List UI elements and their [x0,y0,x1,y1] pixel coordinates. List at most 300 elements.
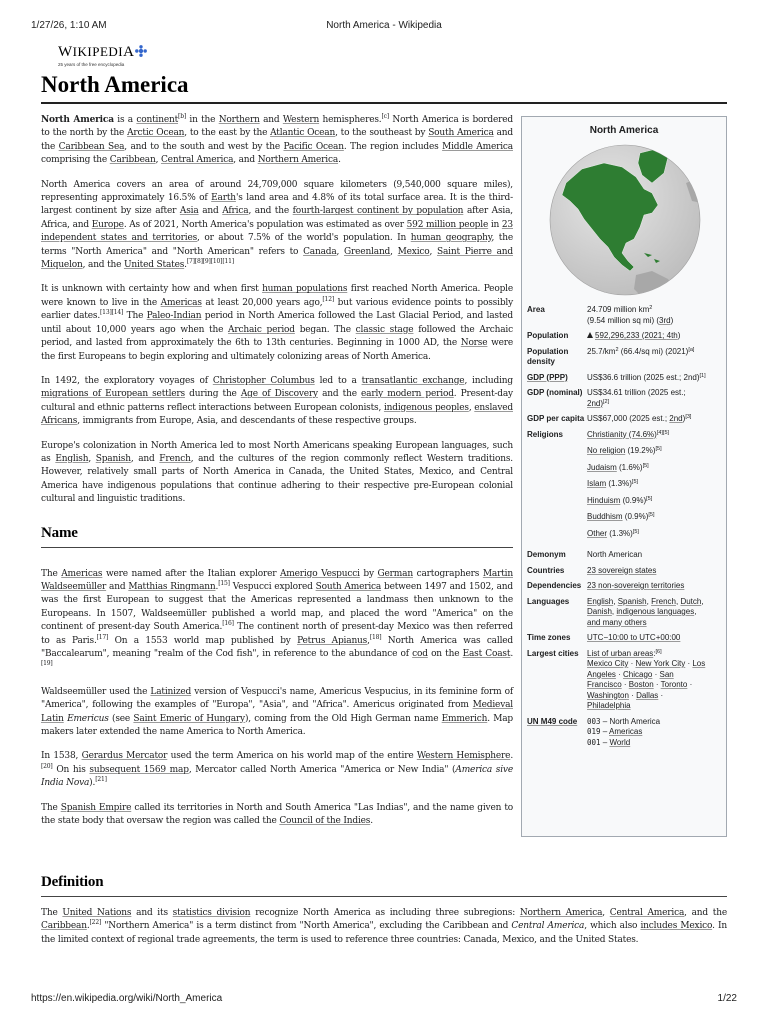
infobox [521,116,727,837]
wiki-link[interactable]: Matthias Ringmann [128,581,216,592]
text-run: · [615,669,624,679]
infobox-label[interactable]: GDP (PPP) [527,372,568,382]
infobox-value-line [587,373,722,384]
wiki-link[interactable]: Dallas [636,690,659,700]
wikipedia-tagline: 25 years of the free encyclopedia [58,62,125,67]
citation-ref[interactable]: [3] [685,414,692,420]
wikipedia-logo[interactable] [58,44,147,67]
wiki-link[interactable]: Paleo-Indian [146,311,202,322]
wiki-link[interactable]: indigenous peoples [383,402,469,413]
lead-paragraph [41,440,513,507]
infobox-row [522,566,726,577]
text-run: North America was called "Baccalearum", meaning "realm of the Cod fish", in reference to the abundance of [41,635,513,659]
wiki-link[interactable]: Norse [460,338,488,349]
text-run: called its territories in North and South America "Las Indias", and the name given to the state body that oversaw the region was called the [41,802,513,827]
lead-paragraph [41,179,513,273]
wiki-link[interactable]: Arctic Ocean [127,128,185,139]
wiki-link[interactable]: Middle America [442,141,513,152]
infobox-row [522,633,726,644]
wiki-link[interactable]: English [587,596,614,606]
wiki-link[interactable]: Northern America [257,155,339,166]
wiki-link[interactable]: 23 non-sovereign territories [587,581,685,590]
infobox-value-line [587,305,722,316]
wiki-link[interactable]: Boston [628,680,654,689]
wiki-link[interactable]: French [651,596,676,606]
puzzle-globe-icon [135,45,147,57]
wiki-link[interactable]: Africa [222,206,249,217]
infobox-value [587,633,722,644]
infobox-value-line [587,566,722,577]
infobox-label: Population [527,331,569,340]
text-run: – [600,727,609,736]
citation-ref[interactable]: [20] [41,762,53,770]
text-run: ) [670,315,674,325]
text-run: , [611,607,617,616]
citation-ref[interactable]: [18] [369,633,382,641]
wiki-link[interactable]: Greenland [344,246,391,257]
wiki-link[interactable]: enslaved Africans [41,402,513,427]
infobox-rows [522,305,726,753]
text-run: , [468,402,475,413]
infobox-value [587,388,722,409]
citation-ref[interactable]: [a] [688,346,695,353]
infobox-value-line [587,463,722,474]
citation-ref[interactable]: [21] [95,776,107,784]
infobox-value-line [587,331,722,342]
text-run: , [367,635,370,646]
wiki-link[interactable]: Caribbean Sea [58,141,125,152]
infobox-value-line [587,388,722,399]
text-run: ) [682,414,686,423]
wiki-link[interactable]: Martin Waldseemüller [41,568,513,592]
infobox-value-line [587,717,722,728]
wiki-link[interactable]: Washington [587,690,629,700]
wiki-link[interactable]: United States [123,260,185,271]
infobox-row [522,430,726,546]
text-run: , or about 7.5% of the world's population. In [197,233,411,244]
wiki-link[interactable]: 2nd) [587,398,604,408]
text-run: , which also [584,921,641,932]
text-run: hemispheres. [319,115,382,125]
citation-ref[interactable]: [5] [655,446,662,452]
wiki-link[interactable]: 592 million people [406,219,489,230]
wiki-link[interactable]: Buddhism [587,512,623,521]
infobox-value-line [587,633,722,644]
infobox-value [587,717,722,749]
print-url: https://en.wikipedia.org/wiki/North_America [31,993,223,1004]
wiki-link[interactable]: subsequent 1569 map [89,764,189,775]
name-paragraph [41,686,513,740]
infobox-value-line [587,680,722,691]
wiki-link[interactable]: Los [692,659,706,668]
wiki-link[interactable]: World [609,737,631,747]
wiki-link[interactable]: French [159,453,191,464]
code-text: 001 [587,737,601,747]
code-text: 019 [587,727,601,736]
wiki-link[interactable]: Christianity (74.6%) [587,429,657,439]
text-run: ). [89,778,96,789]
page-title: North America [41,72,189,97]
text-run: US$36.6 trillion (2025 est.; 2nd) [587,372,700,382]
wiki-link[interactable]: 3rd [659,315,671,325]
wiki-link[interactable]: early modern period [361,389,454,400]
infobox-value [587,430,722,546]
infobox-value-line [587,496,722,507]
infobox-row [522,331,726,342]
text-run: . [370,816,373,827]
infobox-value-line [587,701,722,712]
wiki-link[interactable]: Northern America [519,908,603,918]
wiki-link[interactable]: 2nd [669,414,683,423]
wiki-link[interactable]: Spanish [95,453,131,464]
text-run: , to the southeast by [335,128,429,139]
wiki-link[interactable]: Earth [211,193,236,204]
wiki-link[interactable]: and many others [587,617,647,627]
wiki-link[interactable]: Northern [218,115,260,125]
text-run: , and the cultures of the region commonly reflect Western traditions. However, relatively small parts of North America in Canada, the United States, Mexico, and Central America have indigenous populations that continue adhering to their respective pre-European colonial cultural and linguistic traditions. [41,453,513,505]
citation-ref[interactable]: [5] [648,512,655,518]
text-run: (1.6%) [616,462,643,472]
wiki-link[interactable]: English [55,453,89,464]
wiki-link[interactable]: Petrus Apianus [297,635,368,646]
wiki-link[interactable]: South America [428,128,494,139]
citation-ref[interactable]: [6] [655,648,662,655]
wiki-link[interactable]: statistics division [172,908,251,918]
infobox-value [587,305,722,326]
infobox-row [522,550,726,561]
wiki-link[interactable]: classic stage [355,324,414,335]
text-run: were named after the Italian explorer [102,568,280,579]
text-run: on the [427,649,463,659]
wiki-link[interactable]: Age of Discovery [240,389,318,400]
text-run: · [652,669,660,679]
definition-section [41,872,727,947]
text-run: , Mercator called North America "America or New India" ( [188,764,456,775]
wiki-link[interactable]: Council of the Indies [279,816,371,827]
italic-term: America sive India Nova [41,764,513,789]
text-run: and its [131,908,173,918]
italic-term: Emericus [67,713,109,724]
wiki-link[interactable]: Angeles [587,669,616,679]
wiki-link[interactable]: Central America [160,155,234,166]
citation-ref[interactable]: [19] [41,660,53,668]
lead-paragraph [41,375,513,429]
text-run: were the first Europeans to begin exploring and ultimately colonizing areas of North America. [41,338,514,362]
wiki-link[interactable]: Christopher Columbus [212,375,315,386]
text-run: It is unknown with certainty how and when first [41,284,263,295]
infobox-value [587,550,722,561]
text-run: : [653,648,656,658]
infobox-value-line [587,529,722,540]
text-run: ), coming from the Old High German name [244,713,442,724]
wiki-link[interactable]: 4th [666,331,678,340]
wiki-link[interactable]: Saint Pierre and Miquelon [41,246,513,271]
infobox-label[interactable]: UN M49 code [527,716,578,726]
wiki-link[interactable]: indigenous languages [616,607,695,616]
wiki-link[interactable]: Asia [179,206,199,217]
text-run: and the [41,128,513,152]
infobox-value-line [587,414,722,425]
text-run: Waldseemüller used the [41,686,151,697]
infobox-value-line [587,479,722,490]
wiki-link[interactable]: Western [282,115,320,125]
wiki-link[interactable]: United Nations [62,908,132,918]
wiki-link[interactable]: Other [587,528,608,538]
wiki-link[interactable]: Judaism [587,462,617,472]
wiki-link[interactable]: Hinduism [587,495,621,505]
wiki-link[interactable]: Saint Emeric of Hungary [133,713,245,724]
wiki-link[interactable]: fourth-largest continent by population [292,206,464,217]
text-run: The [41,568,62,579]
text-run: , to the east by the [184,128,271,139]
wiki-link[interactable]: German [377,568,413,579]
lead-paragraph [41,283,513,363]
text-run: · [658,690,664,700]
citation-ref[interactable]: [22] [89,919,102,927]
infobox-label: Religions [527,429,564,439]
infobox-label: Countries [527,565,565,575]
wiki-link[interactable]: Danish [587,607,612,616]
wiki-link[interactable]: Europe [91,219,124,230]
text-run: 24.709 million km [587,305,650,314]
citation-ref[interactable]: [16] [222,620,234,628]
text-run: (19.2%) [625,446,656,455]
wiki-link[interactable]: 23 sovereign states [587,565,657,575]
citation-ref[interactable]: [4][5] [656,429,670,436]
wiki-link[interactable]: Spanish [617,596,647,606]
wiki-link[interactable]: 592,296,233 (2021; [595,331,667,340]
orthographic-globe-map[interactable] [548,143,702,297]
text-run: . [510,649,513,659]
text-run: · [653,680,661,689]
wiki-link[interactable]: Archaic period [228,324,295,335]
text-run: (9.54 million sq mi) ( [587,315,660,325]
text-run: The [123,311,147,322]
text-run: US$67,000 (2025 est.; [587,414,670,423]
text-run: but various evidence points to possibly earlier dates. [41,297,514,322]
wiki-link[interactable]: Pacific Ocean [283,141,344,152]
wiki-link[interactable]: Canada [303,246,337,257]
lead-paragraph [41,114,513,168]
text-run: and [106,581,129,592]
infobox-value [587,649,722,712]
citation-ref[interactable]: 2 [615,346,619,353]
wiki-link[interactable]: San [659,669,674,679]
text-run: , and to the south and west by the [124,141,284,152]
print-window-title: North America - Wikipedia [326,20,442,31]
citation-ref[interactable]: [5] [632,528,639,535]
infobox-label: Time zones [527,633,571,642]
text-run: , [390,246,398,257]
infobox-row [522,597,726,629]
text-run: period in North America followed the Last Glacial Period, and lasted until about 10,000 years ago when the [41,311,513,335]
wiki-link[interactable]: human populations [262,284,348,295]
text-run: comprising the [41,155,110,166]
text-run: , [646,596,652,606]
wiki-link[interactable]: migrations of European settlers [41,389,185,400]
text-run: , and the [82,260,124,271]
text-run: ) [677,331,681,340]
text-run: , [613,596,618,606]
wiki-link[interactable]: Mexico City [587,659,629,668]
title-divider [41,102,727,104]
wiki-link[interactable]: includes Mexico [640,921,713,932]
infobox-row [522,717,726,749]
citation-ref[interactable]: [2] [603,398,610,405]
wiki-link[interactable]: Toronto [660,680,688,689]
wiki-link[interactable]: transatlantic exchange [361,375,465,386]
infobox-value-line [587,347,722,358]
infobox-value [587,347,722,368]
asia-edge-shape [548,167,558,189]
wiki-link[interactable]: Americas [160,297,202,308]
text-run: used the term America on his world map of the entire [167,751,417,762]
print-timestamp: 1/27/26, 1:10 AM [31,20,107,31]
definition-paragraph [41,907,727,947]
wiki-link[interactable]: Latinized [150,686,192,697]
wiki-link[interactable]: East Coast [462,649,511,659]
citation-ref[interactable]: [b] [178,113,187,120]
text-run: version of Vespucci's name, Americus Vespucius, in its feminine form of "America", following the examples of "Europa", "Asia", and "Africa". Americus originated from [41,686,513,711]
wiki-link[interactable]: Mexico [397,246,430,257]
text-run: US$34.61 trillion (2025 est.; [587,388,686,397]
infobox-value-line [587,659,722,670]
infobox-value [587,581,722,592]
citation-ref[interactable]: [12] [322,295,334,303]
wiki-link[interactable]: Americas [609,727,643,736]
text-run: The continent north of present-day Mexico was then referred to as Paris. [41,622,514,646]
citation-ref[interactable]: [5] [646,495,653,502]
text-run: and [259,115,283,125]
wiki-link[interactable]: Medieval Latin [41,700,513,724]
infobox-label: GDP (nominal) [527,388,583,397]
text-run: North American [587,550,643,559]
infobox-label: Dependencies [527,581,582,590]
wiki-link[interactable]: Amerigo Vespucci [279,568,360,579]
wiki-link[interactable]: UTC−10:00 to UTC+00:00 [587,633,681,642]
text-run: · [685,659,693,668]
infobox-row [522,388,726,409]
text-run: first reached North America. People were known to live in the [41,284,513,308]
text-run: On his [52,764,90,775]
text-run: . Map makers later extended the name America to North America. [41,713,514,738]
print-header [0,0,768,31]
wiki-link[interactable]: Gerardus Mercator [81,751,168,762]
print-footer [0,990,768,1010]
text-run: . [184,260,187,271]
text-run: cartographers [412,568,483,579]
wiki-link[interactable]: Spanish Empire [60,802,132,813]
text-run: (1.3%) [606,479,632,488]
bold-term: North America [41,115,114,125]
infobox-value [587,597,722,629]
wiki-link[interactable]: Philadelphia [587,701,631,710]
text-run: in the [186,115,219,125]
text-run: . The region includes [343,141,443,152]
text-run: , [336,246,345,257]
infobox-value-line [587,691,722,702]
infobox-title: North America [589,125,659,136]
infobox-value-line [587,430,722,441]
wiki-link[interactable]: Dutch [680,596,702,606]
text-run: · [628,690,637,700]
infobox-value-line [587,316,722,327]
wiki-link[interactable]: continent [136,115,179,125]
wiki-link[interactable]: New York City [635,659,686,668]
citation-ref[interactable]: [5] [642,462,649,469]
wiki-link[interactable]: Caribbean [41,921,87,932]
text-run: , and [130,453,160,464]
infobox-row [522,305,726,326]
text-run: , [675,596,681,606]
wiki-link[interactable]: Atlantic Ocean [270,128,336,139]
text-run: , and the [248,206,293,217]
infobox-label: Largest cities [527,648,579,658]
name-paragraph [41,802,513,829]
text-run: North America covers an area of around 24,709,000 square kilometers (9,540,000 square miles), representing approximately 16.5% of [41,179,513,204]
text-run: in [488,219,502,230]
text-run: "Northern America" is a term distinct from "North America", excluding the Caribbean and [101,921,512,932]
wiki-link[interactable]: Western Hemisphere [416,751,511,762]
citation-ref[interactable]: [17] [96,633,109,641]
wiki-link[interactable]: South America [315,581,382,592]
infobox-value-line [587,727,722,738]
wiki-link[interactable]: Islam [587,479,607,488]
increase-triangle-icon [587,332,593,338]
wiki-link[interactable]: human geography [410,233,492,244]
infobox-value [587,373,722,384]
citation-ref[interactable]: [15] [218,579,230,587]
name-paragraph [41,750,513,790]
infobox-value-line [587,581,722,592]
text-run: The [41,908,63,918]
citation-ref[interactable]: [13][14] [100,309,124,317]
text-run: – North America [600,716,661,726]
infobox-row [522,581,726,592]
wiki-link[interactable]: Francisco [587,680,622,689]
text-run: recognize North America as including three subregions: [250,908,520,918]
text-run: · [621,680,629,689]
text-run: (0.9%) [620,495,647,505]
infobox-value-line [587,597,722,608]
text-run: after Asia, Africa, and [41,206,513,230]
citation-ref[interactable]: [1] [699,372,706,379]
wiki-link[interactable]: cod [412,649,428,659]
citation-ref[interactable]: [5] [631,479,639,485]
code-text: 003 [587,716,601,726]
text-run: between 1497 and 1502, and was the first European to suggest that the Americas represented a landmass then unknown to the Europeans. In 1507, Waldseemüller published a world map, and placed the word "America" on the continent of present-day South America. [41,581,513,633]
wiki-link[interactable]: List of urban areas [587,648,654,658]
wiki-link[interactable]: Americas [61,568,103,579]
citation-ref[interactable]: 2 [649,305,653,311]
text-run: and [198,206,223,217]
wiki-link[interactable]: Chicago [623,669,653,679]
wiki-link[interactable]: Emmerich [441,713,488,724]
wiki-link[interactable]: Central America [609,908,685,918]
wiki-link[interactable]: Caribbean [109,155,156,166]
text-run: (see [108,713,134,724]
text-run: , [429,246,437,257]
text-run: . [215,581,219,592]
name-paragraph [41,568,513,675]
wiki-link[interactable]: No religion [587,446,626,455]
infobox-value [587,566,722,577]
wiki-link[interactable]: 23 independent states and territories [41,219,513,244]
citation-ref[interactable]: [c] [381,113,389,120]
italic-term: Central America [511,921,585,932]
infobox-value [587,331,722,342]
citation-ref[interactable]: [7][8][9][10][11] [186,258,234,266]
